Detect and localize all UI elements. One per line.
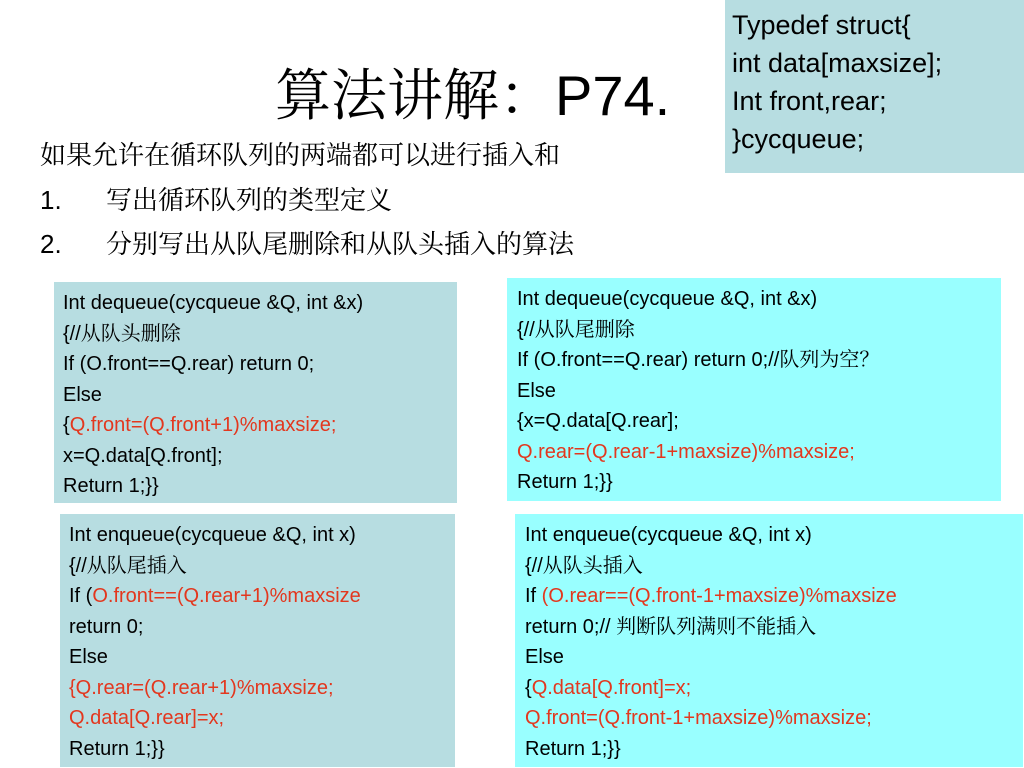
code-fragment: If [525, 585, 542, 607]
code-line: int data[maxsize]; [732, 48, 943, 78]
code-line: Typedef struct{ [732, 10, 911, 40]
code-line: return 0;// 判断队列满则不能插入 [525, 615, 817, 638]
code-line: Else [517, 379, 556, 402]
code-line: Else [63, 383, 102, 406]
code-line: x=Q.data[Q.front]; [63, 444, 223, 467]
code-line: return 0; [69, 615, 144, 638]
code-highlight: Q.front=(Q.front+1)%maxsize; [69, 414, 337, 436]
dequeue-from-rear-box [506, 277, 1002, 502]
enqueue-at-front-box [514, 513, 1024, 768]
code-line: {x=Q.data[Q.rear]; [517, 410, 679, 432]
code-highlight: Q.data[Q.front]=x; [531, 676, 692, 699]
slide-title [275, 56, 670, 136]
code-line: Int enqueue(cycqueue &Q, int x) [69, 524, 356, 546]
intro-list-number: 1. [40, 185, 62, 215]
code-highlight: Q.rear=(Q.rear-1+maxsize)%maxsize; [517, 440, 855, 463]
typedef-box [725, 0, 1024, 173]
code-line [525, 673, 1023, 704]
intro-list-item [40, 227, 574, 262]
code-line: {//从队头删除 [63, 322, 181, 345]
code-fragment: If ( [69, 585, 93, 607]
code-line: Return 1;}} [525, 737, 621, 760]
code-line: If (O.front==Q.rear) return 0;//队列为空？ [517, 349, 880, 371]
code-line: Int enqueue(cycqueue &Q, int x) [525, 524, 812, 546]
intro-line-text: 如果允许在循环队列的两端都可以进行插入和 [40, 141, 561, 171]
code-line: {//从队头插入 [525, 554, 643, 577]
code-highlight: O.front==(Q.rear+1)%maxsize [92, 585, 361, 607]
code-highlight: Q.data[Q.rear]=x; [69, 707, 225, 729]
code-line: {//从队尾删除 [517, 318, 635, 341]
code-line [69, 581, 455, 612]
code-line: If (O.front==Q.rear) return 0; [63, 353, 315, 375]
code-line [525, 581, 1023, 612]
code-line: Int dequeue(cycqueue &Q, int &x) [517, 288, 818, 310]
code-line: Else [525, 646, 564, 668]
intro-list-item [40, 183, 392, 218]
code-line: Int dequeue(cycqueue &Q, int &x) [63, 292, 364, 314]
enqueue-at-rear-box [59, 513, 456, 768]
slide-title-cjk: 算法讲解： [275, 64, 555, 129]
code-fragment: { [63, 414, 70, 436]
code-line [63, 410, 457, 441]
intro-list-text: 分别写出从队尾删除和从队头插入的算法 [106, 230, 575, 260]
slide-title-latin: P74. [555, 64, 671, 127]
intro-list-text: 写出循环队列的类型定义 [106, 186, 393, 216]
code-highlight: Q.front=(Q.front-1+maxsize)%maxsize; [525, 707, 872, 729]
code-highlight: {Q.rear=(Q.rear+1)%maxsize; [69, 676, 334, 699]
code-line: {//从队尾插入 [69, 554, 187, 577]
code-line: }cycqueue; [732, 124, 865, 154]
code-fragment: { [525, 676, 532, 699]
code-line: Return 1;}} [63, 475, 159, 497]
code-highlight: (O.rear==(Q.front-1+maxsize)%maxsize [541, 585, 897, 607]
code-line: Return 1;}} [69, 737, 165, 760]
code-line: Else [69, 646, 108, 668]
dequeue-from-front-box [53, 281, 458, 504]
code-line: Return 1;}} [517, 471, 613, 493]
code-line: Int front,rear; [732, 86, 887, 116]
intro-list-number: 2. [40, 229, 62, 259]
intro-line [40, 139, 560, 173]
